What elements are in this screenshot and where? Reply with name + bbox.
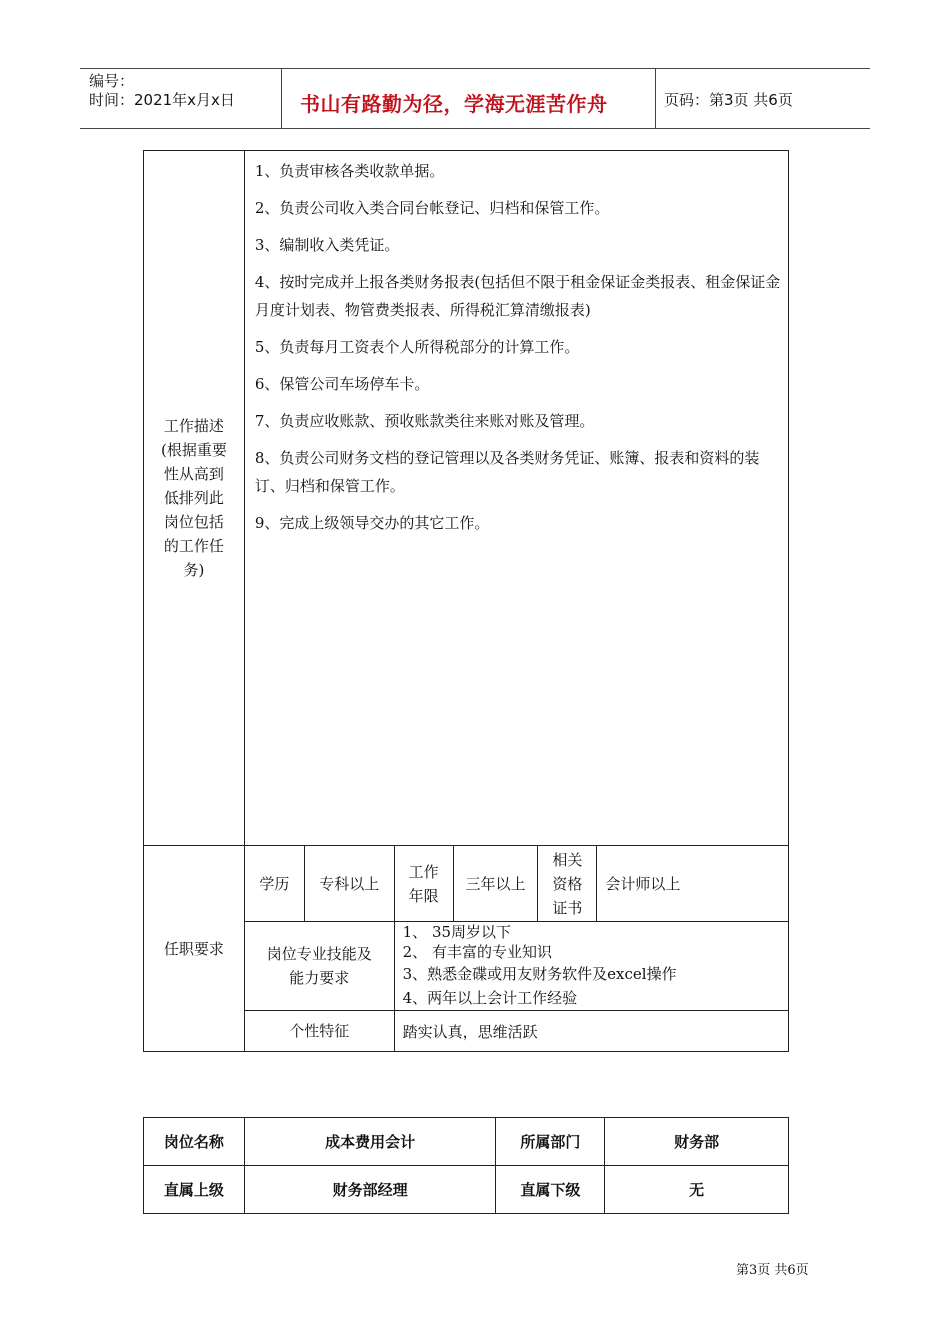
skills-label: 岗位专业技能及能力要求: [244, 922, 394, 1011]
duty-item-1: 1、负责审核各类收款单据。: [254, 162, 445, 180]
requirements-label: 任职要求: [144, 846, 245, 1052]
header-number-label: 编号：: [89, 72, 135, 90]
personality-value: 踏实认真，思维活跃: [394, 1011, 788, 1052]
skill-item-2: 2、 有丰富的专业知识: [402, 943, 552, 961]
certificate-label: 相关资格证书: [538, 846, 597, 922]
department-value: 财务部: [605, 1118, 789, 1166]
duty-item-4: 4、按时完成并上报各类财务报表(包括但不限于租金保证金类报表、租金保证金月度计划表、物管费类报表、所得税汇算清缴报表): [254, 273, 781, 319]
education-value: 专科以上: [304, 846, 394, 922]
skill-item-1: 1、 35周岁以下: [402, 923, 512, 941]
header-divider-left: [281, 68, 282, 129]
header-divider-right: [655, 68, 656, 129]
duties-list: [244, 151, 788, 846]
header-time: 时间：2021年x月x日: [89, 91, 235, 109]
duty-item-8: 8、负责公司财务文档的登记管理以及各类财务凭证、账簿、报表和资料的装订、归档和保管工作。: [254, 449, 760, 495]
position-row-1: [144, 1118, 789, 1166]
subordinate-value: 无: [605, 1166, 789, 1214]
subordinate-label: 直属下级: [496, 1166, 605, 1214]
superior-label: 直属上级: [144, 1166, 245, 1214]
header-top-rule: [80, 68, 870, 69]
position-info-table: [143, 1117, 789, 1214]
header-page-info: 页码：第3页 共6页: [664, 91, 793, 109]
position-name-label: 岗位名称: [144, 1118, 245, 1166]
requirements-row-education: [144, 846, 789, 922]
duty-item-5: 5、负责每月工资表个人所得税部分的计算工作。: [254, 338, 580, 356]
tenure-label: 工作年限: [394, 846, 453, 922]
tenure-value: 三年以上: [453, 846, 538, 922]
superior-value: 财务部经理: [244, 1166, 496, 1214]
header-bottom-rule: [80, 128, 870, 129]
footer-page-number: 第3页 共6页: [736, 1263, 809, 1278]
duty-item-9: 9、完成上级领导交办的其它工作。: [254, 514, 490, 532]
skill-item-4: 4、两年以上会计工作经验: [402, 989, 578, 1007]
duties-label-text: 工作描述(根据重要性从高到低排列此岗位包括的工作任务): [161, 417, 227, 579]
position-name-value: 成本费用会计: [244, 1118, 496, 1166]
header-motto: 书山有路勤为径，学海无涯苦作舟: [300, 92, 608, 116]
duty-item-3: 3、编制收入类凭证。: [254, 236, 400, 254]
duties-label: [144, 151, 245, 846]
skill-item-3: 3、熟悉金碟或用友财务软件及excel操作: [402, 965, 677, 983]
position-row-2: [144, 1166, 789, 1214]
skills-list: [394, 922, 788, 1011]
department-label: 所属部门: [496, 1118, 605, 1166]
certificate-value: 会计师以上: [597, 846, 789, 922]
job-detail-table: [143, 150, 789, 1052]
personality-label: 个性特征: [244, 1011, 394, 1052]
duty-item-7: 7、负责应收账款、预收账款类往来账对账及管理。: [254, 412, 595, 430]
duties-row: [144, 151, 789, 846]
duty-item-2: 2、负责公司收入类合同台帐登记、归档和保管工作。: [254, 199, 610, 217]
duty-item-6: 6、保管公司车场停车卡。: [254, 375, 430, 393]
education-label: 学历: [244, 846, 304, 922]
